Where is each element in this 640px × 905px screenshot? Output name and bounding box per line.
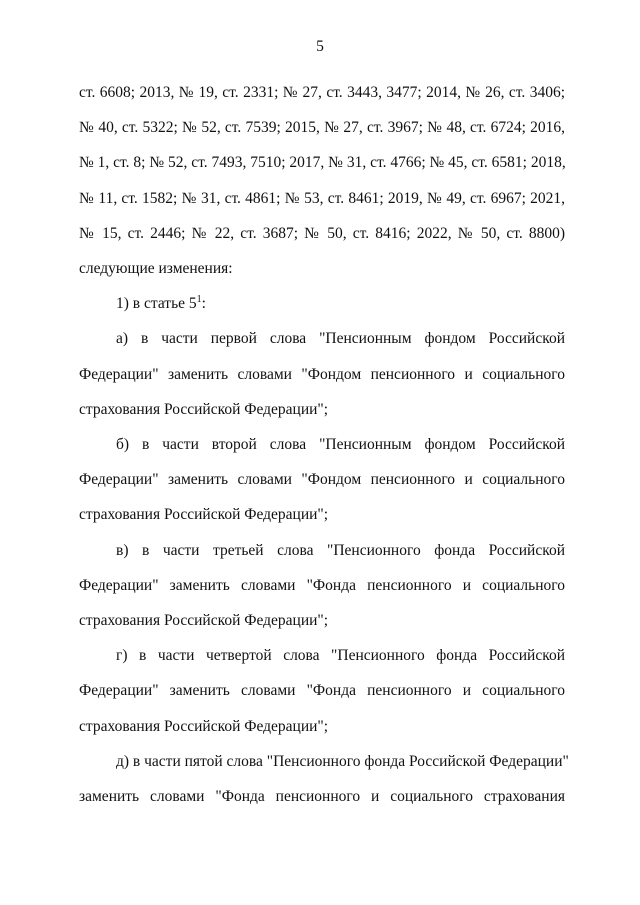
text-line: страхования Российской Федерации"; bbox=[79, 400, 329, 418]
text-line: № 15, ст. 2446; № 22, ст. 3687; № 50, ст. 8416; 2022, № 50, ст. 8800) bbox=[79, 224, 565, 242]
text-line: страхования Российской Федерации"; bbox=[79, 612, 329, 630]
text-line: Федерации" заменить словами "Фондом пенсионного и социального bbox=[79, 471, 565, 489]
text-line: д) в части пятой слова "Пенсионного фонда Российской Федерации" bbox=[116, 752, 569, 770]
document-body bbox=[79, 75, 569, 814]
text-line: в) в части третьей слова "Пенсионного фонда Российской bbox=[116, 541, 565, 559]
text-line: г) в части четвертой слова "Пенсионного фонда Российской bbox=[116, 647, 565, 665]
text-line: заменить словами "Фонда пенсионного и социального страхования bbox=[79, 788, 565, 806]
subitem-g bbox=[79, 638, 565, 744]
item-heading-text: 1) в статье 5 bbox=[116, 295, 197, 313]
text-line: № 40, ст. 5322; № 52, ст. 7539; 2015, № 27, ст. 3967; № 48, ст. 6724; 2016, bbox=[79, 119, 565, 137]
text-line: страхования Российской Федерации"; bbox=[79, 506, 329, 524]
text-line: страхования Российской Федерации"; bbox=[79, 717, 329, 735]
text-line: б) в части второй слова "Пенсионным фондом Российской bbox=[116, 436, 565, 454]
subitem-a bbox=[79, 321, 565, 427]
page-number: 5 bbox=[316, 38, 324, 55]
item-heading-superscript: 1 bbox=[196, 294, 202, 306]
citation-paragraph bbox=[79, 75, 565, 286]
subitem-b bbox=[79, 427, 565, 533]
text-line: следующие изменения: bbox=[79, 260, 233, 278]
text-line: Федерации" заменить словами "Фонда пенсионного и социального bbox=[79, 576, 565, 594]
item-heading bbox=[79, 286, 565, 321]
text-line: № 1, ст. 8; № 52, ст. 7493, 7510; 2017, № 31, ст. 4766; № 45, ст. 6581; 2018, bbox=[79, 154, 566, 172]
item-heading-suffix: : bbox=[201, 295, 206, 313]
subitem-v bbox=[79, 533, 565, 639]
text-line: № 11, ст. 1582; № 31, ст. 4861; № 53, ст. 8461; 2019, № 49, ст. 6967; 2021, bbox=[79, 189, 565, 207]
subitem-d bbox=[79, 744, 569, 814]
text-line: ст. 6608; 2013, № 19, ст. 2331; № 27, ст. 3443, 3477; 2014, № 26, ст. 3406; bbox=[79, 84, 565, 101]
text-line: Федерации" заменить словами "Фонда пенсионного и социального bbox=[79, 682, 565, 700]
text-line: а) в части первой слова "Пенсионным фондом Российской bbox=[116, 330, 565, 348]
text-line: Федерации" заменить словами "Фондом пенсионного и социального bbox=[79, 365, 565, 383]
